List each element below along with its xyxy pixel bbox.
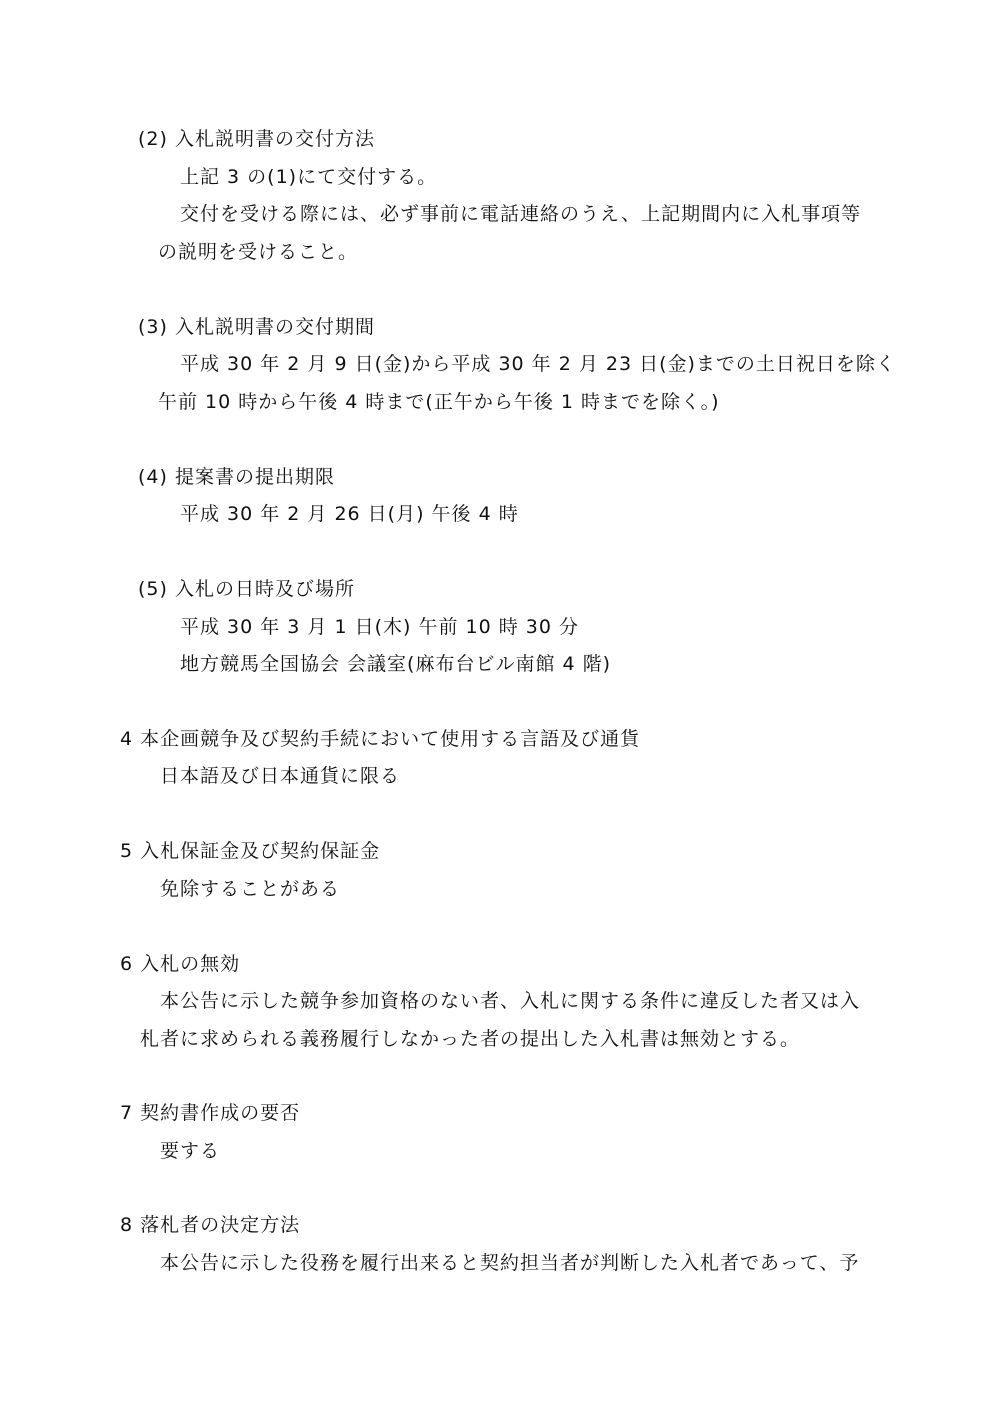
section-6-body-line-1: 本公告に示した競争参加資格のない者、入札に関する条件に違反した者又は入	[160, 990, 861, 1012]
section-6-heading: 6 入札の無効	[120, 953, 241, 975]
section-5-body-line-1: 免除することがある	[160, 878, 341, 900]
section-8-body-line-1: 本公告に示した役務を履行出来ると契約担当者が判断した入札者であって、予	[160, 1252, 860, 1274]
section-6-body-line-2: 札者に求められる義務履行しなかった者の提出した入札書は無効とする。	[140, 1028, 801, 1050]
section-5-heading: 5 入札保証金及び契約保証金	[120, 840, 381, 862]
section-3-2-body-line-1: 上記 3 の(1)にて交付する。	[180, 166, 438, 188]
section-3-5-body-line-1: 平成 30 年 3 月 1 日(木) 午前 10 時 30 分	[180, 616, 579, 638]
section-3-3-heading: (3) 入札説明書の交付期間	[138, 316, 375, 338]
section-3-5-body-line-2: 地方競馬全国協会 会議室(麻布台ビル南館 4 階)	[180, 653, 612, 675]
section-3-4-heading: (4) 提案書の提出期限	[138, 466, 335, 488]
section-7-body-line-1: 要する	[160, 1140, 221, 1162]
section-3-5-heading: (5) 入札の日時及び場所	[138, 578, 355, 600]
section-3-4-body-line-1: 平成 30 年 2 月 26 日(月) 午後 4 時	[180, 503, 519, 525]
section-4-heading: 4 本企画競争及び契約手続において使用する言語及び通貨	[120, 728, 641, 750]
section-3-3-body-line-1: 平成 30 年 2 月 9 日(金)から平成 30 年 2 月 23 日(金)までの土日祝日を除く	[180, 353, 896, 375]
section-8-heading: 8 落札者の決定方法	[120, 1214, 301, 1236]
section-4-body-line-1: 日本語及び日本通貨に限る	[160, 765, 401, 787]
section-3-2-heading: (2) 入札説明書の交付方法	[138, 128, 375, 150]
section-3-2-body-line-2: 交付を受ける際には、必ず事前に電話連絡のうえ、上記期間内に入札事項等	[180, 203, 862, 225]
section-3-2-body-line-3: の説明を受けること。	[158, 241, 359, 263]
section-3-3-body-line-2: 午前 10 時から午後 4 時まで(正午から午後 1 時までを除く。)	[158, 391, 720, 413]
section-7-heading: 7 契約書作成の要否	[120, 1102, 301, 1124]
